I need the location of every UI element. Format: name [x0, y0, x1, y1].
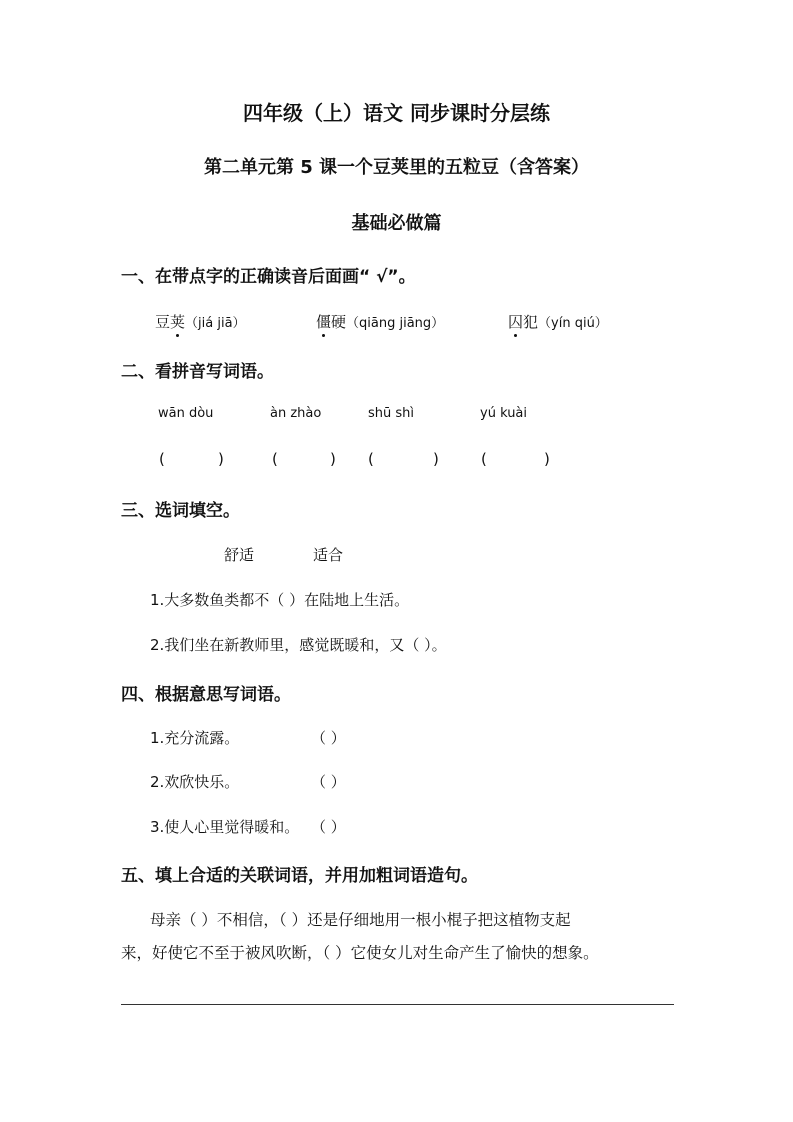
q4-blank-1: （ ）: [311, 729, 346, 747]
q3-option-2: 适合: [313, 546, 344, 564]
q1-item-1: [155, 311, 246, 332]
q4-heading: 四、根据意思写词语。: [121, 685, 291, 705]
q4-item-3: 3.使人心里觉得暖和。: [150, 818, 300, 836]
q5-passage-line-2: 来，好使它不至于被风吹断，（ ）它使女儿对生命产生了愉快的想象。: [121, 944, 599, 962]
answer-blank-open: (: [368, 450, 374, 468]
lesson-subtitle: 第二单元第 5 课一个豆荚里的五粒豆（含答案）: [203, 157, 590, 178]
dotted-char: 囚: [508, 313, 524, 331]
dotted-char: 僵: [316, 313, 332, 331]
answer-blank-close: ): [433, 450, 439, 468]
section-label: 基础必做篇: [351, 213, 442, 234]
answer-blank-close: ): [330, 450, 336, 468]
page-divider: [121, 1004, 674, 1005]
q2-heading: 二、看拼音写词语。: [121, 362, 274, 382]
q2-pinyin-1: wān dòu: [158, 406, 214, 421]
q2-pinyin-4: yú kuài: [480, 406, 528, 421]
q4-item-2: 2.欢欣快乐。: [150, 773, 240, 791]
q3-option-1: 舒适: [224, 546, 255, 564]
q3-item-2: 2.我们坐在新教师里，感觉既暖和，又（ ）。: [150, 636, 447, 654]
q1-item-text: 犯: [523, 313, 539, 331]
answer-blank-open: (: [272, 450, 278, 468]
answer-blank-open: (: [481, 450, 487, 468]
q1-item-text: 豆: [155, 313, 171, 331]
answer-blank-close: ): [218, 450, 224, 468]
q1-item-3: [508, 311, 608, 332]
pinyin-choices: （qiāng jiāng）: [346, 316, 445, 331]
q4-blank-3: （ ）: [311, 818, 346, 836]
dotted-char: 荚: [170, 313, 186, 331]
q5-passage-line-1: 母亲（ ）不相信，（ ）还是仔细地用一根小棍子把这植物支起: [150, 911, 571, 929]
answer-blank-open: (: [159, 450, 165, 468]
q2-pinyin-2: àn zhào: [270, 406, 322, 421]
pinyin-choices: （yín qiú）: [538, 316, 608, 331]
q1-item-2: [316, 311, 444, 332]
q4-blank-2: （ ）: [311, 773, 346, 791]
q5-heading: 五、填上合适的关联词语，并用加粗词语造句。: [121, 866, 478, 886]
q1-heading: 一、在带点字的正确读音后面画“ √”。: [121, 267, 416, 287]
q3-item-1: 1.大多数鱼类都不（ ）在陆地上生活。: [150, 591, 410, 609]
q3-heading: 三、选词填空。: [121, 501, 240, 521]
q2-pinyin-3: shū shì: [368, 406, 415, 421]
q2-blank-row: [0, 450, 793, 474]
q4-item-1: 1.充分流露。: [150, 729, 240, 747]
q1-item-text: 硬: [331, 313, 347, 331]
answer-blank-close: ): [544, 450, 550, 468]
pinyin-choices: （jiá jiā）: [185, 316, 246, 331]
page-title: 四年级（上）语文 同步课时分层练: [243, 101, 550, 125]
